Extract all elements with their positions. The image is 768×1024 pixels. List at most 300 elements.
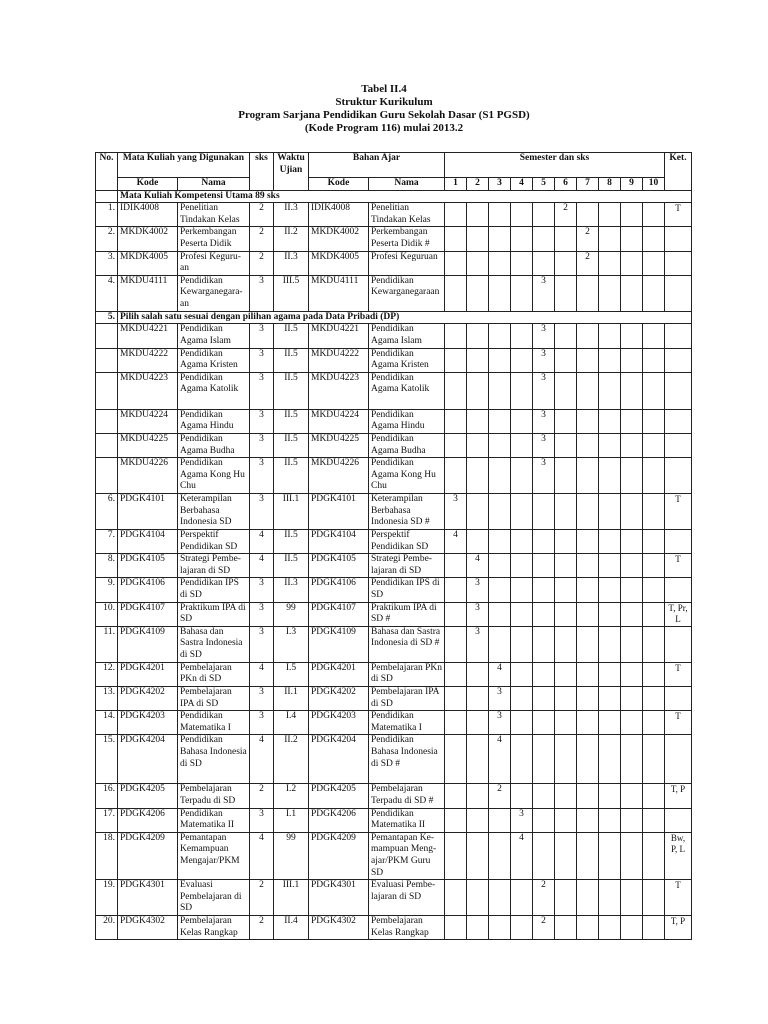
row-no: 15. bbox=[96, 735, 118, 784]
semester-1-cell bbox=[445, 203, 467, 227]
course-sks: 4 bbox=[250, 662, 274, 686]
semester-1-cell bbox=[445, 554, 467, 578]
semester-5-cell bbox=[533, 602, 555, 626]
semester-10-cell bbox=[643, 324, 665, 348]
semester-9-cell bbox=[621, 880, 643, 916]
material-code: PDGK4204 bbox=[309, 735, 369, 784]
exam-time: III.1 bbox=[274, 880, 309, 916]
semester-7-cell bbox=[577, 916, 599, 940]
semester-2-cell bbox=[467, 458, 489, 494]
row-no: 1. bbox=[96, 203, 118, 227]
semester-6-cell bbox=[555, 626, 577, 662]
course-ket: T bbox=[665, 662, 692, 686]
semester-7-cell bbox=[577, 348, 599, 372]
material-name: Pendidikan Agama Hindu bbox=[369, 409, 445, 433]
header-semester-5: 5 bbox=[533, 178, 555, 191]
header-semester-6: 6 bbox=[555, 178, 577, 191]
semester-3-cell bbox=[489, 227, 511, 251]
semester-1-cell bbox=[445, 578, 467, 602]
exam-time: II.3 bbox=[274, 578, 309, 602]
semester-5-cell bbox=[533, 808, 555, 832]
course-code: PDGK4209 bbox=[118, 832, 178, 879]
material-code: MKDU4226 bbox=[309, 458, 369, 494]
header-bahan-nama: Nama bbox=[369, 178, 445, 191]
material-code: MKDU4225 bbox=[309, 433, 369, 457]
semester-8-cell bbox=[599, 251, 621, 275]
material-name: Profesi Keguruan bbox=[369, 251, 445, 275]
table-title: Struktur Kurikulum bbox=[335, 96, 433, 108]
semester-6-cell bbox=[555, 735, 577, 784]
semester-10-cell bbox=[643, 203, 665, 227]
semester-4-cell bbox=[511, 880, 533, 916]
semester-9-cell bbox=[621, 916, 643, 940]
section-kompetensi-utama bbox=[96, 190, 692, 203]
exam-time: II.3 bbox=[274, 251, 309, 275]
material-code: PDGK4301 bbox=[309, 880, 369, 916]
semester-10-cell bbox=[643, 735, 665, 784]
semester-1-cell bbox=[445, 626, 467, 662]
section-kompetensi-utama-label: Mata Kuliah Kompetensi Utama 89 sks bbox=[118, 190, 692, 203]
semester-2-cell bbox=[467, 687, 489, 711]
row-no bbox=[96, 433, 118, 457]
semester-5-cell bbox=[533, 530, 555, 554]
course-ket: Bw, P, L bbox=[665, 832, 692, 879]
semester-2-cell bbox=[467, 808, 489, 832]
header-waktu-ujian: Waktu Ujian bbox=[274, 153, 309, 191]
header-semester-10: 10 bbox=[643, 178, 665, 191]
course-code: MKDU4224 bbox=[118, 409, 178, 433]
table-row bbox=[96, 275, 692, 311]
table-row bbox=[96, 626, 692, 662]
semester-10-cell bbox=[643, 227, 665, 251]
row-no: 16. bbox=[96, 784, 118, 808]
course-ket bbox=[665, 324, 692, 348]
header-bahan-kode: Kode bbox=[309, 178, 369, 191]
semester-5-cell bbox=[533, 554, 555, 578]
row-no: 8. bbox=[96, 554, 118, 578]
exam-time: I.5 bbox=[274, 662, 309, 686]
semester-10-cell bbox=[643, 530, 665, 554]
course-name: Pemantapan Kemampuan Mengajar/PKM bbox=[178, 832, 250, 879]
course-code: MKDK4005 bbox=[118, 251, 178, 275]
semester-8-cell bbox=[599, 735, 621, 784]
semester-5-cell: 3 bbox=[533, 458, 555, 494]
semester-1-cell bbox=[445, 348, 467, 372]
semester-5-cell bbox=[533, 227, 555, 251]
material-code: PDGK4202 bbox=[309, 687, 369, 711]
material-code: PDGK4109 bbox=[309, 626, 369, 662]
material-code: MKDU4221 bbox=[309, 324, 369, 348]
semester-2-cell: 3 bbox=[467, 602, 489, 626]
semester-6-cell bbox=[555, 711, 577, 735]
semester-4-cell bbox=[511, 251, 533, 275]
material-name: Perspektif Pendidikan SD bbox=[369, 530, 445, 554]
course-ket: T bbox=[665, 880, 692, 916]
material-name: Keterampilan Berbahasa Indonesia SD # bbox=[369, 494, 445, 530]
material-name: Pembelajaran Kelas Rangkap bbox=[369, 916, 445, 940]
semester-6-cell bbox=[555, 602, 577, 626]
semester-1-cell bbox=[445, 784, 467, 808]
course-code: PDGK4101 bbox=[118, 494, 178, 530]
course-sks: 4 bbox=[250, 530, 274, 554]
semester-8-cell bbox=[599, 275, 621, 311]
course-code: PDGK4205 bbox=[118, 784, 178, 808]
table-row bbox=[96, 348, 692, 372]
semester-2-cell bbox=[467, 735, 489, 784]
semester-8-cell bbox=[599, 711, 621, 735]
course-code: PDGK4301 bbox=[118, 880, 178, 916]
semester-6-cell bbox=[555, 251, 577, 275]
semester-2-cell bbox=[467, 784, 489, 808]
course-ket bbox=[665, 808, 692, 832]
semester-8-cell bbox=[599, 662, 621, 686]
course-name: Strategi Pembe-lajaran di SD bbox=[178, 554, 250, 578]
semester-5-cell bbox=[533, 626, 555, 662]
material-name: Bahasa dan Sastra Indonesia di SD # bbox=[369, 626, 445, 662]
header-no: No. bbox=[96, 153, 118, 191]
course-sks: 2 bbox=[250, 203, 274, 227]
course-name: Pendidikan Agama Budha bbox=[178, 433, 250, 457]
material-name: Pendidikan Kewarganegaraan bbox=[369, 275, 445, 311]
semester-10-cell bbox=[643, 578, 665, 602]
semester-9-cell bbox=[621, 530, 643, 554]
semester-7-cell bbox=[577, 409, 599, 433]
semester-6-cell bbox=[555, 880, 577, 916]
semester-9-cell bbox=[621, 433, 643, 457]
course-ket bbox=[665, 348, 692, 372]
semester-8-cell bbox=[599, 203, 621, 227]
course-sks: 3 bbox=[250, 458, 274, 494]
material-code: IDIK4008 bbox=[309, 203, 369, 227]
course-ket bbox=[665, 251, 692, 275]
semester-5-cell bbox=[533, 494, 555, 530]
semester-5-cell: 3 bbox=[533, 433, 555, 457]
course-name: Praktikum IPA di SD bbox=[178, 602, 250, 626]
semester-8-cell bbox=[599, 880, 621, 916]
row-no bbox=[96, 348, 118, 372]
table-row bbox=[96, 711, 692, 735]
semester-3-cell bbox=[489, 324, 511, 348]
material-name: Pendidikan IPS di SD bbox=[369, 578, 445, 602]
semester-9-cell bbox=[621, 687, 643, 711]
semester-8-cell bbox=[599, 433, 621, 457]
course-ket bbox=[665, 227, 692, 251]
semester-2-cell bbox=[467, 433, 489, 457]
exam-time: II.5 bbox=[274, 554, 309, 578]
semester-5-cell bbox=[533, 578, 555, 602]
semester-9-cell bbox=[621, 203, 643, 227]
semester-10-cell bbox=[643, 458, 665, 494]
table-row bbox=[96, 578, 692, 602]
course-ket: T, Pr, L bbox=[665, 602, 692, 626]
course-ket bbox=[665, 372, 692, 409]
table-row bbox=[96, 784, 692, 808]
semester-9-cell bbox=[621, 227, 643, 251]
course-ket bbox=[665, 409, 692, 433]
course-name: Pembelajaran IPA di SD bbox=[178, 687, 250, 711]
header-semester-4: 4 bbox=[511, 178, 533, 191]
material-name: Pembelajaran Terpadu di SD # bbox=[369, 784, 445, 808]
material-name: Pendidikan Agama Budha bbox=[369, 433, 445, 457]
table-row bbox=[96, 916, 692, 940]
exam-time: II.4 bbox=[274, 916, 309, 940]
semester-8-cell bbox=[599, 916, 621, 940]
course-name: Pendidikan Agama Kong Hu Chu bbox=[178, 458, 250, 494]
semester-6-cell bbox=[555, 832, 577, 879]
course-name: Pendidikan IPS di SD bbox=[178, 578, 250, 602]
exam-time: 99 bbox=[274, 602, 309, 626]
course-name: Pembelajaran PKn di SD bbox=[178, 662, 250, 686]
semester-3-cell bbox=[489, 251, 511, 275]
material-name: Pendidikan Matematika I bbox=[369, 711, 445, 735]
semester-5-cell bbox=[533, 735, 555, 784]
semester-3-cell: 2 bbox=[489, 784, 511, 808]
exam-time: II.5 bbox=[274, 324, 309, 348]
semester-7-cell bbox=[577, 494, 599, 530]
course-sks: 3 bbox=[250, 324, 274, 348]
semester-3-cell bbox=[489, 554, 511, 578]
semester-7-cell bbox=[577, 203, 599, 227]
exam-time: I.3 bbox=[274, 626, 309, 662]
semester-2-cell: 3 bbox=[467, 626, 489, 662]
semester-4-cell bbox=[511, 409, 533, 433]
semester-10-cell bbox=[643, 372, 665, 409]
material-code: PDGK4206 bbox=[309, 808, 369, 832]
semester-6-cell bbox=[555, 494, 577, 530]
semester-3-cell bbox=[489, 372, 511, 409]
material-name: Perkembangan Peserta Didik # bbox=[369, 227, 445, 251]
course-name: Pendidikan Agama Hindu bbox=[178, 409, 250, 433]
semester-6-cell bbox=[555, 227, 577, 251]
row-no: 14. bbox=[96, 711, 118, 735]
course-ket bbox=[665, 687, 692, 711]
semester-8-cell bbox=[599, 808, 621, 832]
semester-7-cell bbox=[577, 554, 599, 578]
course-sks: 3 bbox=[250, 433, 274, 457]
semester-5-cell: 3 bbox=[533, 372, 555, 409]
table-row bbox=[96, 433, 692, 457]
semester-9-cell bbox=[621, 784, 643, 808]
semester-7-cell bbox=[577, 808, 599, 832]
semester-5-cell bbox=[533, 251, 555, 275]
semester-10-cell bbox=[643, 554, 665, 578]
table-title-block bbox=[0, 83, 768, 135]
row-no: 10. bbox=[96, 602, 118, 626]
semester-1-cell bbox=[445, 880, 467, 916]
exam-time: I.4 bbox=[274, 711, 309, 735]
semester-5-cell: 3 bbox=[533, 409, 555, 433]
semester-1-cell bbox=[445, 602, 467, 626]
semester-4-cell bbox=[511, 458, 533, 494]
semester-3-cell bbox=[489, 808, 511, 832]
semester-5-cell bbox=[533, 687, 555, 711]
material-code: PDGK4302 bbox=[309, 916, 369, 940]
row-no: 18. bbox=[96, 832, 118, 879]
semester-6-cell bbox=[555, 662, 577, 686]
exam-time: II.5 bbox=[274, 348, 309, 372]
semester-5-cell bbox=[533, 784, 555, 808]
semester-9-cell bbox=[621, 554, 643, 578]
course-name: Penelitian Tindakan Kelas bbox=[178, 203, 250, 227]
exam-time: II.5 bbox=[274, 458, 309, 494]
section-pilihan-agama-no: 5. bbox=[96, 311, 118, 324]
semester-4-cell bbox=[511, 554, 533, 578]
material-name: Pembelajaran IPA di SD bbox=[369, 687, 445, 711]
course-code: MKDU4222 bbox=[118, 348, 178, 372]
course-ket bbox=[665, 578, 692, 602]
semester-6-cell bbox=[555, 784, 577, 808]
semester-4-cell bbox=[511, 275, 533, 311]
semester-10-cell bbox=[643, 784, 665, 808]
course-code: PDGK4109 bbox=[118, 626, 178, 662]
semester-10-cell bbox=[643, 602, 665, 626]
course-code: PDGK4107 bbox=[118, 602, 178, 626]
row-no bbox=[96, 409, 118, 433]
table-row bbox=[96, 832, 692, 879]
course-name: Pembelajaran Terpadu di SD bbox=[178, 784, 250, 808]
course-code: PDGK4302 bbox=[118, 916, 178, 940]
semester-2-cell bbox=[467, 494, 489, 530]
exam-time: III.5 bbox=[274, 275, 309, 311]
material-code: PDGK4205 bbox=[309, 784, 369, 808]
row-no: 6. bbox=[96, 494, 118, 530]
program-code: (Kode Program 116) mulai 2013.2 bbox=[304, 122, 464, 134]
semester-5-cell: 2 bbox=[533, 880, 555, 916]
header-mata-kuliah: Mata Kuliah yang Digunakan bbox=[118, 153, 250, 178]
semester-3-cell bbox=[489, 348, 511, 372]
course-ket: T bbox=[665, 711, 692, 735]
semester-3-cell: 3 bbox=[489, 687, 511, 711]
semester-1-cell bbox=[445, 275, 467, 311]
semester-5-cell: 3 bbox=[533, 348, 555, 372]
course-name: Keterampilan Berbahasa Indonesia SD bbox=[178, 494, 250, 530]
course-name: Pendidikan Agama Islam bbox=[178, 324, 250, 348]
semester-8-cell bbox=[599, 530, 621, 554]
semester-6-cell bbox=[555, 530, 577, 554]
table-number: Tabel II.4 bbox=[361, 83, 407, 95]
semester-9-cell bbox=[621, 602, 643, 626]
course-name: Evaluasi Pembelajaran di SD bbox=[178, 880, 250, 916]
header-bahan-ajar: Bahan Ajar bbox=[309, 153, 445, 178]
row-no bbox=[96, 458, 118, 494]
course-sks: 2 bbox=[250, 880, 274, 916]
material-code: MKDU4224 bbox=[309, 409, 369, 433]
table-row bbox=[96, 494, 692, 530]
material-code: MKDU4111 bbox=[309, 275, 369, 311]
semester-10-cell bbox=[643, 916, 665, 940]
semester-3-cell bbox=[489, 433, 511, 457]
course-code: PDGK4105 bbox=[118, 554, 178, 578]
semester-2-cell bbox=[467, 372, 489, 409]
course-sks: 3 bbox=[250, 808, 274, 832]
semester-9-cell bbox=[621, 324, 643, 348]
course-sks: 3 bbox=[250, 372, 274, 409]
semester-7-cell bbox=[577, 735, 599, 784]
semester-4-cell: 4 bbox=[511, 832, 533, 879]
section-pilihan-agama bbox=[96, 311, 692, 324]
course-ket bbox=[665, 433, 692, 457]
exam-time: II.1 bbox=[274, 687, 309, 711]
header-ket: Ket. bbox=[665, 153, 692, 191]
course-code: PDGK4204 bbox=[118, 735, 178, 784]
semester-4-cell bbox=[511, 662, 533, 686]
semester-1-cell bbox=[445, 735, 467, 784]
row-no: 9. bbox=[96, 578, 118, 602]
semester-6-cell bbox=[555, 372, 577, 409]
semester-9-cell bbox=[621, 735, 643, 784]
table-row bbox=[96, 203, 692, 227]
semester-2-cell bbox=[467, 711, 489, 735]
semester-9-cell bbox=[621, 275, 643, 311]
semester-1-cell bbox=[445, 458, 467, 494]
semester-6-cell bbox=[555, 578, 577, 602]
semester-9-cell bbox=[621, 808, 643, 832]
semester-7-cell bbox=[577, 880, 599, 916]
semester-10-cell bbox=[643, 348, 665, 372]
header-semester-1: 1 bbox=[445, 178, 467, 191]
table-row bbox=[96, 554, 692, 578]
course-sks: 4 bbox=[250, 735, 274, 784]
table-row bbox=[96, 735, 692, 784]
semester-3-cell bbox=[489, 530, 511, 554]
semester-6-cell bbox=[555, 409, 577, 433]
row-no: 2. bbox=[96, 227, 118, 251]
semester-8-cell bbox=[599, 372, 621, 409]
semester-6-cell bbox=[555, 348, 577, 372]
semester-10-cell bbox=[643, 880, 665, 916]
course-name: Pendidikan Matematika I bbox=[178, 711, 250, 735]
course-code: MKDU4221 bbox=[118, 324, 178, 348]
semester-8-cell bbox=[599, 687, 621, 711]
semester-6-cell bbox=[555, 275, 577, 311]
material-name: Pendidikan Agama Kristen bbox=[369, 348, 445, 372]
semester-1-cell bbox=[445, 916, 467, 940]
semester-9-cell bbox=[621, 832, 643, 879]
semester-7-cell bbox=[577, 602, 599, 626]
course-sks: 3 bbox=[250, 578, 274, 602]
course-code: PDGK4104 bbox=[118, 530, 178, 554]
semester-5-cell: 3 bbox=[533, 275, 555, 311]
exam-time: II.2 bbox=[274, 735, 309, 784]
course-sks: 3 bbox=[250, 626, 274, 662]
row-no: 3. bbox=[96, 251, 118, 275]
semester-2-cell bbox=[467, 409, 489, 433]
exam-time: I.1 bbox=[274, 808, 309, 832]
semester-4-cell bbox=[511, 227, 533, 251]
semester-2-cell bbox=[467, 832, 489, 879]
semester-7-cell bbox=[577, 626, 599, 662]
semester-5-cell bbox=[533, 832, 555, 879]
course-name: Perkembangan Peserta Didik bbox=[178, 227, 250, 251]
header-kode: Kode bbox=[118, 178, 178, 191]
material-name: Pendidikan Bahasa Indonesia di SD # bbox=[369, 735, 445, 784]
semester-3-cell bbox=[489, 602, 511, 626]
course-name: Profesi Keguru-an bbox=[178, 251, 250, 275]
course-sks: 2 bbox=[250, 784, 274, 808]
semester-6-cell bbox=[555, 324, 577, 348]
semester-2-cell bbox=[467, 916, 489, 940]
course-sks: 3 bbox=[250, 348, 274, 372]
material-code: MKDK4002 bbox=[309, 227, 369, 251]
semester-4-cell bbox=[511, 626, 533, 662]
semester-7-cell: 2 bbox=[577, 227, 599, 251]
section-kompetensi-utama-no bbox=[96, 190, 118, 203]
semester-2-cell: 3 bbox=[467, 578, 489, 602]
semester-4-cell bbox=[511, 348, 533, 372]
semester-4-cell bbox=[511, 916, 533, 940]
semester-1-cell bbox=[445, 808, 467, 832]
course-sks: 3 bbox=[250, 275, 274, 311]
